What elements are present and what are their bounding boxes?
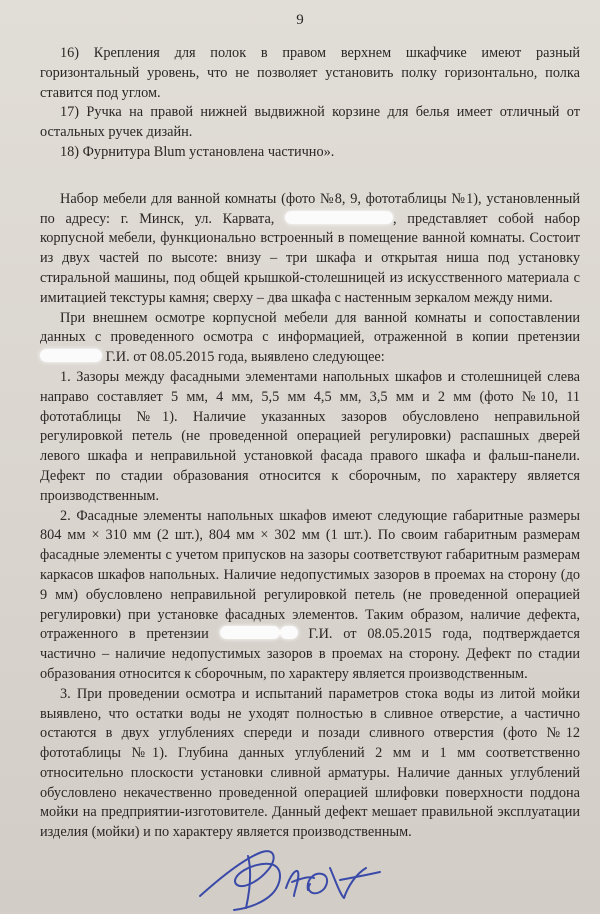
inspection-intro-paragraph [40, 309, 580, 368]
list-item-16: 16) Крепления для полок в правом верхнем шкафчике имеют разный горизонтальный уровень, что не позволяет установить полку горизонтально, полка ставится под углом. [40, 45, 580, 101]
page-number: 9 [296, 12, 304, 28]
finding-1: 1. Зазоры между фасадными элементами напольных шкафов и столешницей слева направо составляет 5 мм, 4 мм, 5,5 мм 4,5 мм, 3,5 мм и 2 мм (фото №10, 11 фототаблицы №1). Наличие указанных зазоров обусловлено неправильной регулировкой петель (не проведенной операцией регулировки) распашных дверей левого шкафа и неправильной установкой фасада правого шкафа и фальш-панели. Дефект по стадии образования относится к сборочным, по характеру является производственным. [40, 368, 580, 504]
intro-text: При внешнем осмотре корпусной мебели для ванной комнаты и сопоставлении данных с проведенного осмотра с информацией, отраженной в копии претензии [40, 309, 580, 346]
intro-tail-text: Г.И. от 08.05.2015 года, выявлено следующее: [102, 349, 385, 366]
redacted-address [285, 211, 393, 224]
list-item-17: 17) Ручка на правой нижней выдвижной корзине для белья имеет отличный от остальных ручек дизайн. [40, 104, 580, 141]
redacted-name-continuation [280, 626, 298, 639]
list-item-18: 18) Фурнитура Blum установлена частично». [60, 143, 335, 160]
redacted-name [40, 349, 102, 362]
finding-2-text: 2. Фасадные элементы напольных шкафов имеют следующие габаритные размеры 804 мм × 310 мм (2 шт.), 804 мм × 302 мм (1 шт.). По своим габаритным размерам фасадные элементы с учетом припусков на зазоры соответствуют габаритным размерам каркасов шкафов напольных. Наличие недопустимых зазоров в проемах на сторону (до 9 мм) обусловлено неправильной регулировкой петель (не проведенной операцией регулировки) при установке фасадных элементов. Таким образом, наличие дефекта, отраженного в претензии [40, 507, 580, 643]
finding-2-tail-text: Г.И. от 08.05.2015 года, подтверждается частично – наличие недопустимых зазоров в проемах на сторону. Дефект по стадии образования относится к сборочным, по характеру является производственным. [40, 626, 580, 682]
paragraph-gap [40, 163, 580, 190]
redacted-name [220, 626, 280, 639]
address-text: Набор мебели для ванной комнаты (фото №8, 9, фототаблицы №1), установленный по адресу: г. Минск, ул. Карвата, [40, 190, 580, 227]
description-text: , представляет собой набор корпусной мебели, функционально встроенный в помещение ванной комнаты. Состоит из двух частей по высоте: внизу – три шкафа и открытая ниша под установку стиральной машины, под общей крышкой-столешницей из искусственного материала с имитацией текстуры камня; сверху – два шкафа с настенным зеркалом между ними. [40, 210, 580, 306]
finding-2 [40, 507, 580, 685]
furniture-description-paragraph [40, 190, 580, 309]
finding-3: 3. При проведении осмотра и испытаний параметров стока воды из литой мойки выявлено, что остатки воды не уходят полностью в сливное отверстие, а частично остаются в двух углублениях спереди и позади сливного отверстия (фото №12 фототаблицы №1). Глубина данных углублений 2 мм и 1 мм соответственно относительно плоскости установки сливной арматуры. Наличие данных углублений обусловлено некачественно проведенной операцией шлифовки поверхности поддона мойки на предприятии-изготовителе. Данный дефект мешает правильной эксплуатации изделия (мойки) и по характеру является производственным. [40, 685, 580, 841]
document-body [40, 44, 580, 843]
handwritten-signature [190, 838, 390, 914]
